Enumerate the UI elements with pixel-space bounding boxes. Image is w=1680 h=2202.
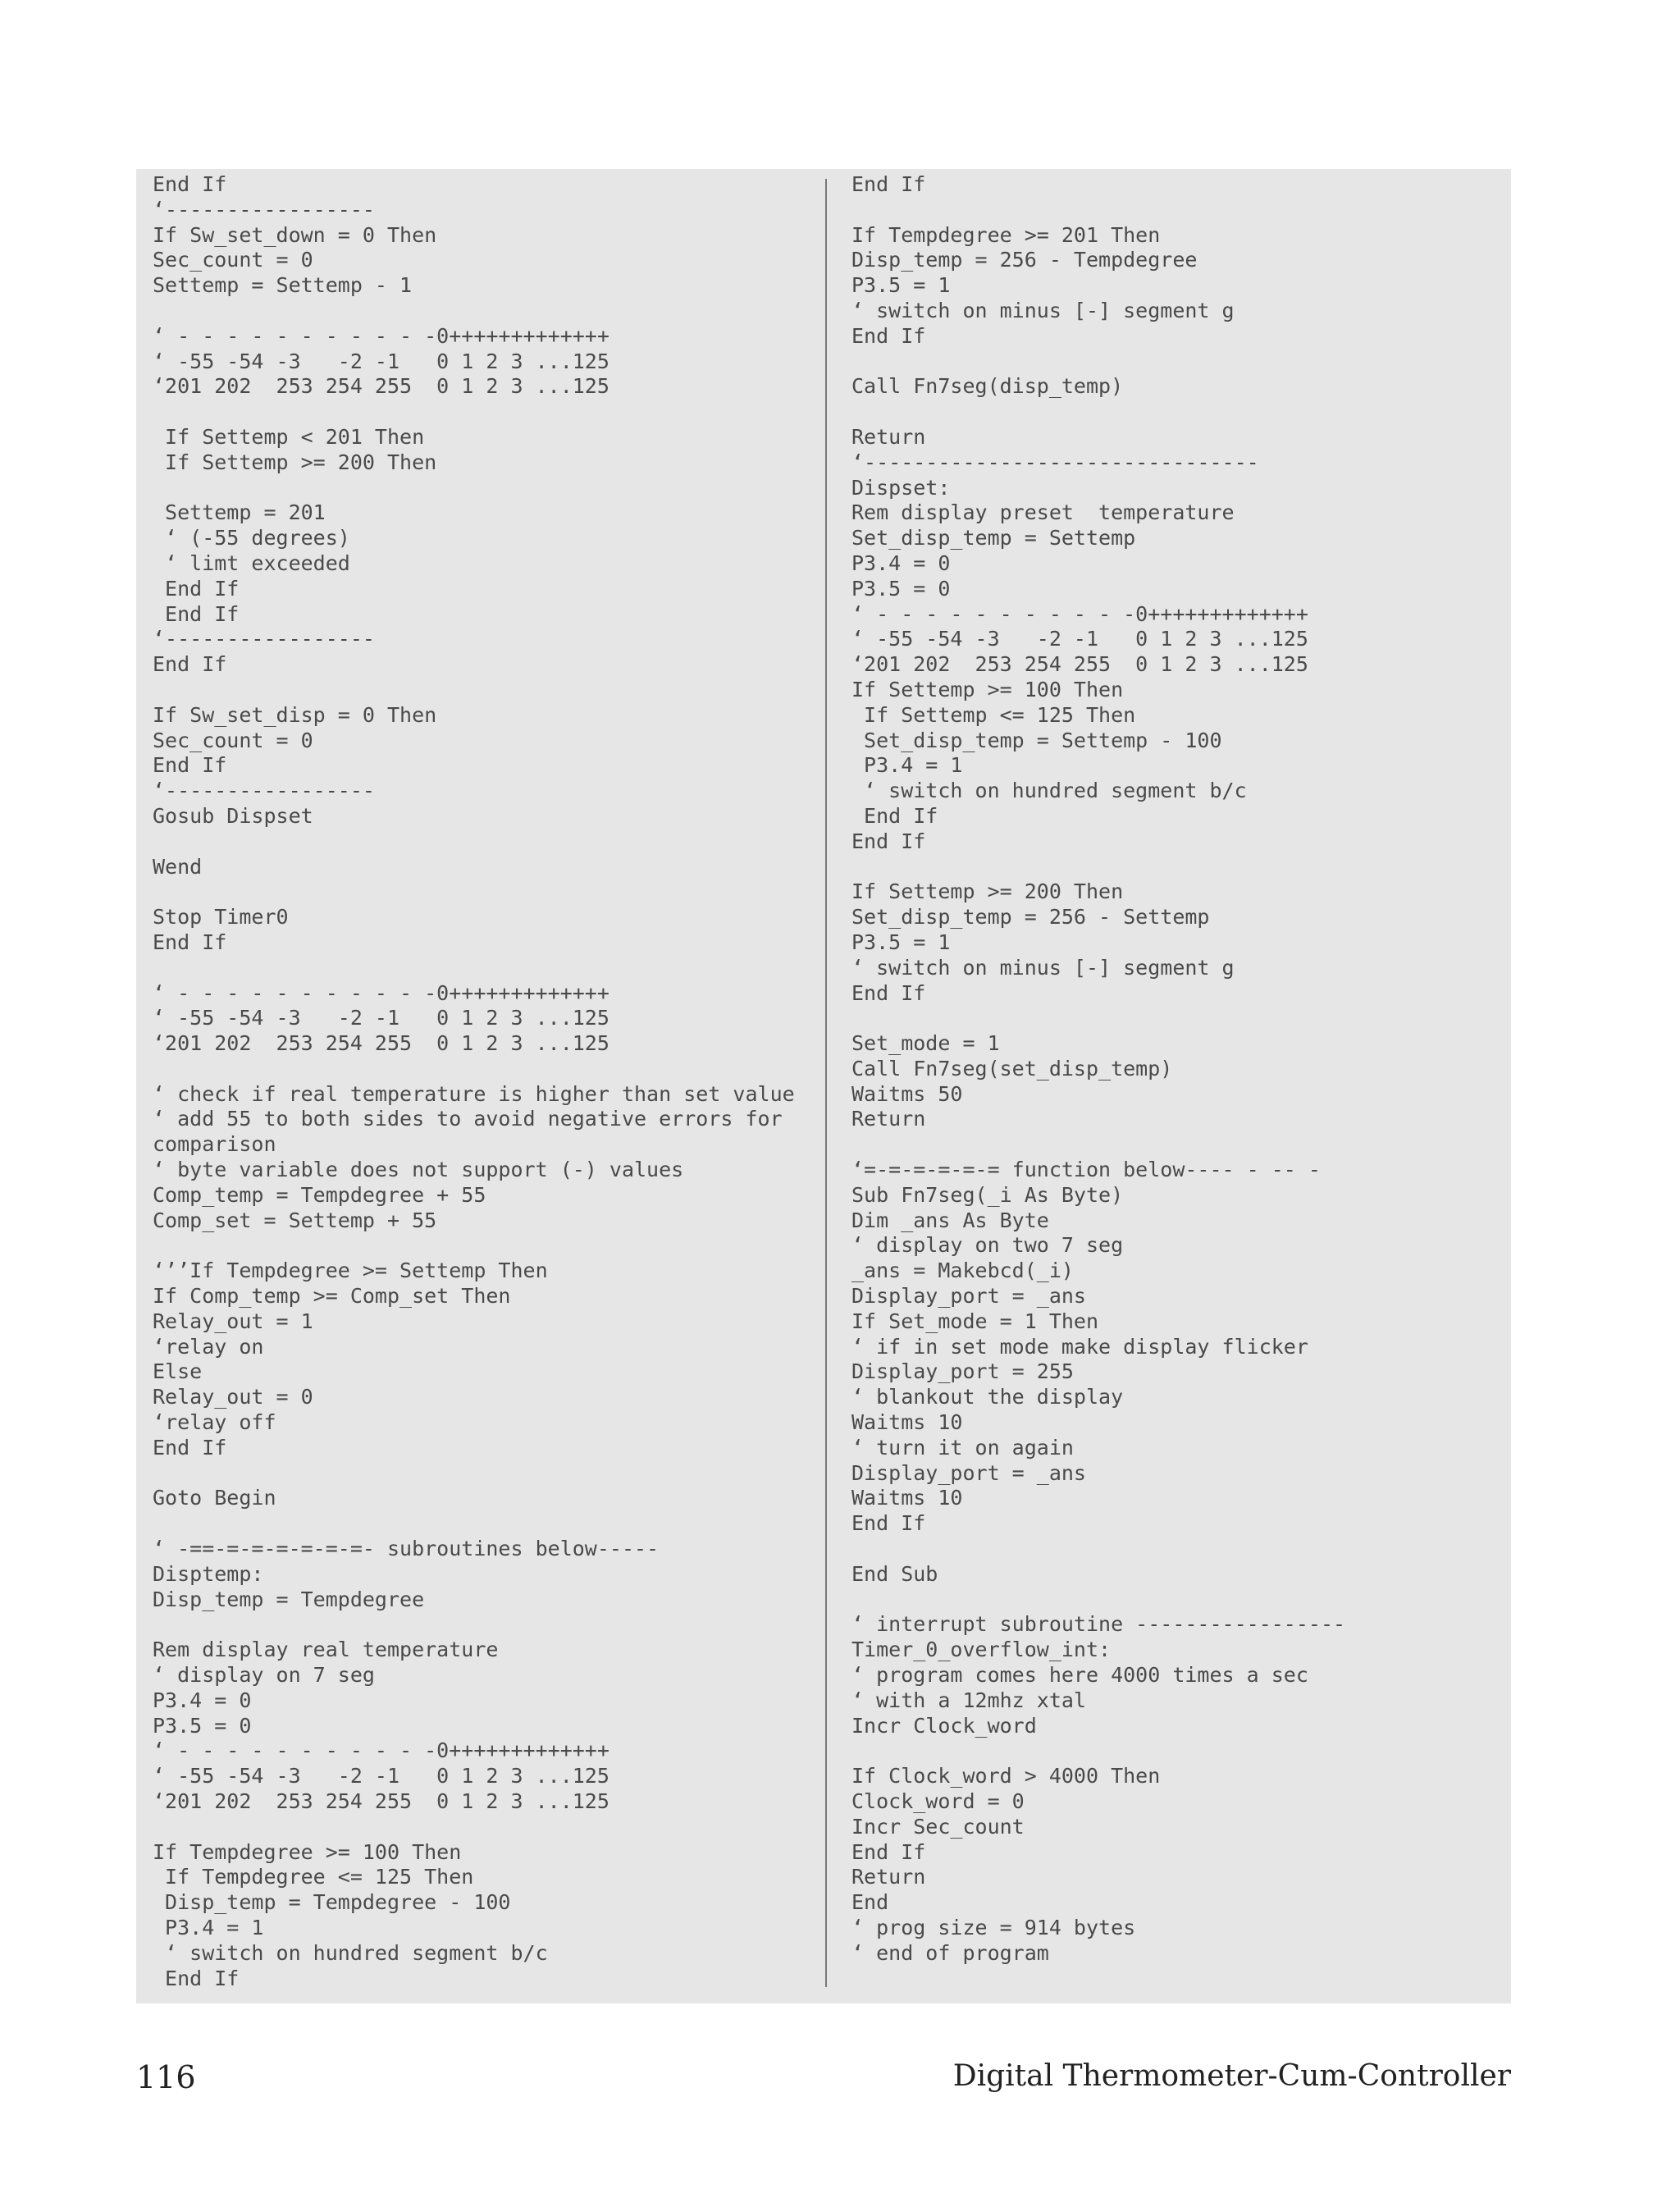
code-line: ‘ display on 7 seg (153, 1663, 375, 1688)
code-line: End If (153, 930, 227, 954)
code-line: Sub Fn7seg(_i As Byte) (851, 1182, 1124, 1207)
code-line: Settemp = Settemp - 1 (153, 273, 413, 298)
running-title: Digital Thermometer-Cum-Controller (952, 2059, 1511, 2093)
code-line (153, 1233, 817, 1259)
code-line: Dispset: (851, 475, 951, 500)
code-line: ‘ - - - - - - - - - - -0+++++++++++++ (153, 323, 609, 348)
code-line: If Tempdegree <= 125 Then (153, 1865, 474, 1889)
code-line: Return (851, 1865, 926, 1889)
code-line: If Settemp < 201 Then (153, 424, 425, 449)
code-line: ‘ switch on hundred segment b/c (851, 779, 1247, 803)
code-line: ‘ -55 -54 -3 -2 -1 0 1 2 3 ...125 (153, 1764, 609, 1789)
code-line: Dim _ans As Byte (851, 1208, 1049, 1232)
code-line: Disp_temp = 256 - Tempdegree (851, 248, 1198, 272)
code-line: Disp_temp = Tempdegree - 100 (153, 1890, 511, 1915)
code-line: End If (851, 980, 926, 1005)
code-line: ‘----------------- (153, 779, 375, 803)
code-line: If Sw_set_disp = 0 Then (153, 702, 437, 727)
code-line: ‘ with a 12mhz xtal (851, 1688, 1086, 1712)
code-line: Comp_set = Settemp + 55 (153, 1208, 437, 1232)
code-line: ‘relay on (153, 1334, 264, 1359)
code-line: Set_disp_temp = 256 - Settemp (851, 905, 1210, 930)
code-line: Waitms 10 (851, 1486, 963, 1510)
code-line: P3.5 = 0 (153, 1713, 252, 1738)
code-line (153, 678, 817, 703)
code-line (851, 855, 1500, 880)
code-line: ‘ check if real temperature is higher than set value (153, 1081, 795, 1106)
code-line: ‘ switch on minus [-] segment g (851, 298, 1235, 322)
code-line: Timer_0_overflow_int: (851, 1638, 1112, 1662)
code-line: ‘’’If Tempdegree >= Settemp Then (153, 1259, 548, 1283)
code-line: ‘201 202 253 254 255 0 1 2 3 ...125 (153, 374, 609, 399)
code-line: ‘ -55 -54 -3 -2 -1 0 1 2 3 ...125 (153, 349, 609, 373)
code-line: ‘ prog size = 914 bytes (851, 1915, 1136, 1939)
code-line: Clock_word = 0 (851, 1789, 1025, 1813)
code-line: P3.5 = 0 (851, 576, 951, 601)
code-line: comparison (153, 1132, 276, 1157)
code-line: End If (153, 753, 227, 778)
code-line: Rem display real temperature (153, 1638, 499, 1662)
code-line: Stop Timer0 (153, 905, 289, 930)
code-line: If Settemp >= 200 Then (153, 450, 437, 474)
code-line: ‘ -==-=-=-=-=-=-=- subroutines below----- (153, 1537, 660, 1561)
code-line: ‘----------------- (153, 627, 375, 651)
code-line: ‘-------------------------------- (851, 450, 1259, 474)
code-line: Set_mode = 1 (851, 1031, 1000, 1056)
code-line: _ans = Makebcd(_i) (851, 1259, 1074, 1283)
code-line: Goto Begin (153, 1486, 276, 1510)
code-line: P3.4 = 1 (153, 1915, 264, 1939)
code-line: ‘ -55 -54 -3 -2 -1 0 1 2 3 ...125 (153, 1006, 609, 1030)
code-line: P3.4 = 0 (851, 550, 951, 575)
code-line: End If (851, 323, 926, 348)
code-line: End If (153, 172, 227, 196)
code-line: If Settemp >= 100 Then (851, 677, 1124, 701)
code-column-left (153, 172, 817, 1991)
code-line: Relay_out = 1 (153, 1309, 313, 1333)
code-line: End If (851, 829, 926, 853)
code-line: Call Fn7seg(set_disp_temp) (851, 1056, 1173, 1080)
code-line (153, 400, 817, 425)
code-line: ‘ if in set mode make display flicker (851, 1334, 1308, 1359)
code-line: If Settemp <= 125 Then (851, 702, 1136, 727)
code-line (851, 1006, 1500, 1031)
code-line: ‘201 202 253 254 255 0 1 2 3 ...125 (153, 1789, 609, 1813)
code-line: ‘=-=-=-=-=-= function below---- - -- - (851, 1158, 1321, 1182)
code-line: ‘ display on two 7 seg (851, 1233, 1124, 1258)
code-line: End If (851, 803, 938, 828)
code-line: Gosub Dispset (153, 803, 313, 828)
code-line: P3.4 = 0 (153, 1688, 252, 1712)
code-line: If Tempdegree >= 201 Then (851, 222, 1161, 247)
code-line: End If (153, 652, 227, 677)
code-line: End (851, 1890, 889, 1915)
code-line: ‘ - - - - - - - - - - -0+++++++++++++ (851, 601, 1308, 626)
code-line: End If (153, 1435, 227, 1460)
code-line: End If (153, 601, 240, 626)
code-line: Set_disp_temp = Settemp (851, 526, 1136, 550)
code-line (851, 1537, 1500, 1562)
code-line (851, 349, 1500, 375)
code-line: Display_port = 255 (851, 1359, 1074, 1384)
code-line: Comp_temp = Tempdegree + 55 (153, 1182, 486, 1207)
code-line: If Sw_set_down = 0 Then (153, 222, 437, 247)
code-line (153, 476, 817, 501)
code-line (153, 1511, 817, 1537)
code-line: ‘ limt exceeded (153, 550, 350, 575)
code-line (851, 400, 1500, 425)
code-line (153, 1612, 817, 1638)
code-line: Incr Sec_count (851, 1814, 1025, 1839)
code-line: If Clock_word > 4000 Then (851, 1764, 1161, 1789)
code-line: ‘ byte variable does not support (-) values (153, 1158, 684, 1182)
code-line: End If (153, 576, 240, 601)
code-line: If Set_mode = 1 Then (851, 1309, 1099, 1333)
code-line: If Tempdegree >= 100 Then (153, 1839, 462, 1864)
code-line (851, 1132, 1500, 1158)
code-line (153, 956, 817, 981)
code-line (153, 1461, 817, 1487)
code-line: End If (851, 172, 926, 196)
code-line: ‘201 202 253 254 255 0 1 2 3 ...125 (153, 1031, 609, 1056)
page-number: 116 (136, 2059, 196, 2095)
code-line: End Sub (851, 1561, 938, 1586)
code-line: If Settemp >= 200 Then (851, 879, 1124, 904)
code-line: ‘ switch on hundred segment b/c (153, 1940, 548, 1965)
code-line: Else (153, 1359, 203, 1384)
code-line: End If (153, 1966, 240, 1990)
code-line (153, 1057, 817, 1082)
code-line: ‘ program comes here 4000 times a sec (851, 1663, 1308, 1688)
code-line: ‘ interrupt subroutine ----------------- (851, 1612, 1346, 1637)
code-line: Sec_count = 0 (153, 728, 313, 752)
code-line: ‘ add 55 to both sides to avoid negative errors for (153, 1107, 783, 1131)
code-line: ‘----------------- (153, 197, 375, 222)
code-line: Sec_count = 0 (153, 248, 313, 272)
code-line: If Comp_temp >= Comp_set Then (153, 1284, 511, 1309)
code-line (153, 1815, 817, 1840)
code-line: Waitms 50 (851, 1081, 963, 1106)
code-line: ‘201 202 253 254 255 0 1 2 3 ...125 (851, 652, 1308, 677)
code-line: Call Fn7seg(disp_temp) (851, 374, 1124, 399)
code-line: Return (851, 1107, 926, 1131)
code-line: P3.4 = 1 (851, 753, 963, 778)
code-line: Waitms 10 (851, 1410, 963, 1435)
code-line: Incr Clock_word (851, 1713, 1037, 1738)
code-line: P3.5 = 1 (851, 273, 951, 298)
code-line: ‘ blankout the display (851, 1385, 1124, 1409)
code-line: Disptemp: (153, 1561, 264, 1586)
code-line: Rem display preset temperature (851, 500, 1235, 525)
code-line: End If (851, 1511, 926, 1536)
code-line: ‘ -55 -54 -3 -2 -1 0 1 2 3 ...125 (851, 627, 1308, 651)
code-line: P3.5 = 1 (851, 930, 951, 954)
code-line: ‘ - - - - - - - - - - -0+++++++++++++ (153, 1738, 609, 1763)
code-line: Display_port = _ans (851, 1284, 1086, 1309)
code-line (153, 299, 817, 324)
column-divider (825, 179, 827, 1987)
code-line: Return (851, 424, 926, 449)
code-line: ‘ (-55 degrees) (153, 526, 350, 550)
code-line: Set_disp_temp = Settemp - 100 (851, 728, 1222, 752)
code-line: ‘relay off (153, 1410, 276, 1435)
code-line: ‘ - - - - - - - - - - -0+++++++++++++ (153, 980, 609, 1005)
code-line (851, 198, 1500, 223)
code-line: Display_port = _ans (851, 1460, 1086, 1485)
code-line (851, 1738, 1500, 1764)
code-line: End If (851, 1839, 926, 1864)
code-line: ‘ end of program (851, 1940, 1049, 1965)
code-line: Wend (153, 854, 203, 879)
code-line (153, 829, 817, 855)
code-line: Settemp = 201 (153, 500, 326, 525)
code-column-right (851, 172, 1500, 1967)
code-line: ‘ turn it on again (851, 1435, 1074, 1460)
code-line: ‘ switch on minus [-] segment g (851, 955, 1235, 980)
code-line: Disp_temp = Tempdegree (153, 1587, 425, 1611)
code-line (153, 879, 817, 905)
code-line (851, 1588, 1500, 1613)
code-line: Relay_out = 0 (153, 1385, 313, 1409)
